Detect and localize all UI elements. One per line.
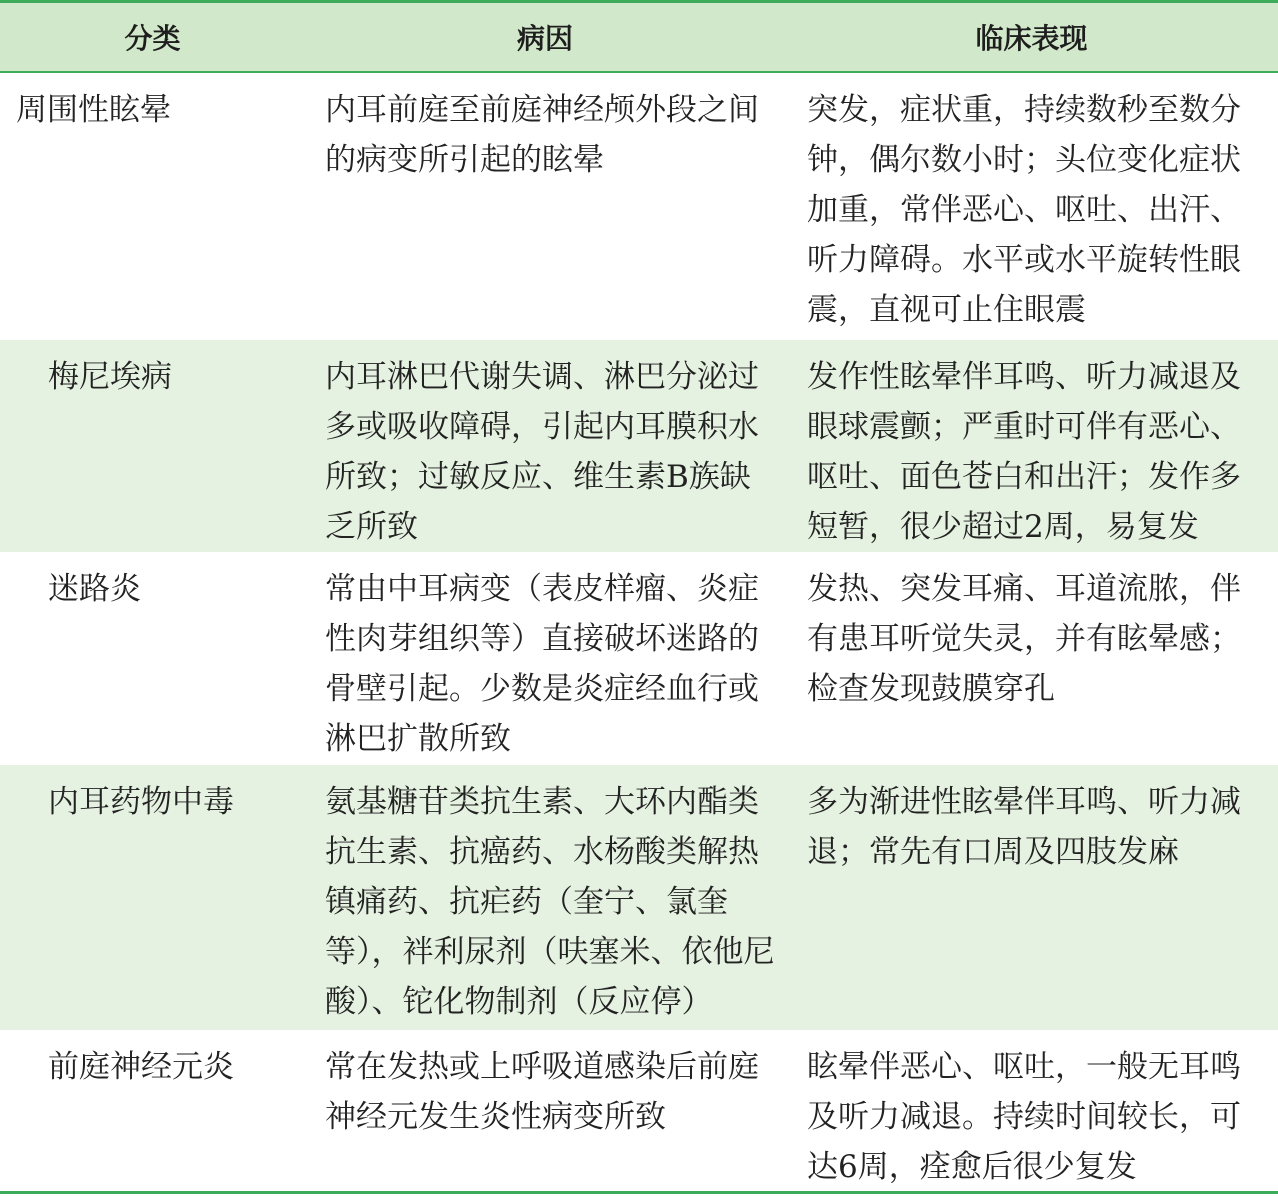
row-cause: 内耳前庭至前庭神经颅外段之间的病变所引起的眩晕 — [325, 92, 759, 178]
header-cause: 病因 — [516, 22, 573, 55]
row-cause: 氨基糖苷类抗生素、大环内酯类抗生素、抗癌药、水杨酸类解热镇痛药、抗疟药（奎宁、氯奎等），袢利尿剂（呋塞米、依他尼酸）、铊化物制剂（反应停） — [325, 784, 775, 1020]
row-symptoms: 发作性眩晕伴耳鸣、听力减退及眼球震颤；严重时可伴有恶心、呕吐、面色苍白和出汗；发作多短暂，很少超过2周，易复发 — [807, 359, 1241, 545]
row-category: 周围性眩晕 — [16, 92, 171, 128]
header-category: 分类 — [124, 22, 181, 55]
row-cause: 内耳淋巴代谢失调、淋巴分泌过多或吸收障碍，引起内耳膜积水所致；过敏反应、维生素B族缺乏所致 — [325, 359, 759, 545]
row-category: 迷路炎 — [48, 571, 141, 607]
row-symptoms: 多为渐进性眩晕伴耳鸣、听力减退；常先有口周及四肢发麻 — [807, 784, 1241, 870]
row-category: 内耳药物中毒 — [48, 784, 234, 820]
table-row — [0, 765, 1278, 1030]
row-cause: 常在发热或上呼吸道感染后前庭神经元发生炎性病变所致 — [325, 1049, 759, 1135]
row-cause: 常由中耳病变（表皮样瘤、炎症性肉芽组织等）直接破坏迷路的骨壁引起。少数是炎症经血行或淋巴扩散所致 — [325, 571, 759, 757]
row-symptoms: 眩晕伴恶心、呕吐，一般无耳鸣及听力减退。持续时间较长，可达6周，痊愈后很少复发 — [807, 1049, 1241, 1185]
row-category: 梅尼埃病 — [48, 359, 172, 395]
row-category: 前庭神经元炎 — [48, 1049, 234, 1085]
table-row — [0, 340, 1278, 552]
header-symptoms: 临床表现 — [975, 22, 1088, 55]
table-header — [0, 3, 1278, 73]
table-row — [0, 552, 1278, 765]
row-symptoms: 突发，症状重，持续数秒至数分钟，偶尔数小时；头位变化症状加重，常伴恶心、呕吐、出汗、听力障碍。水平或水平旋转性眼震，直视可止住眼震 — [807, 92, 1241, 328]
table-row — [0, 1030, 1278, 1191]
table-row — [0, 73, 1278, 340]
row-symptoms: 发热、突发耳痛、耳道流脓，伴有患耳听觉失灵，并有眩晕感；检查发现鼓膜穿孔 — [807, 571, 1241, 707]
